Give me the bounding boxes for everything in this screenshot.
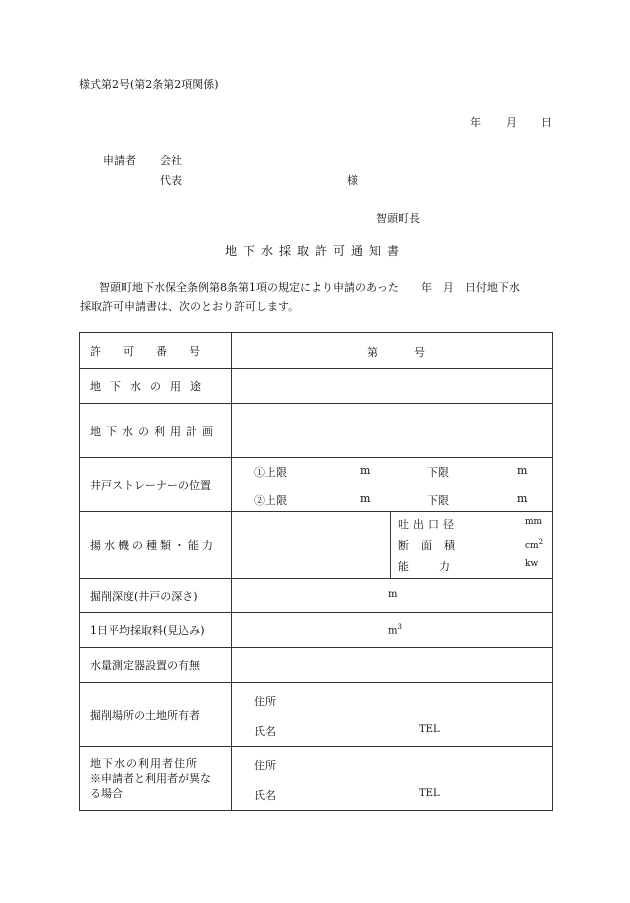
- date-month: 月: [506, 116, 517, 129]
- user-value: [232, 747, 552, 810]
- row-plan: [80, 403, 552, 457]
- document-title: 地下水採取許可通知書: [224, 244, 405, 258]
- pump-power-label: 能力: [398, 560, 480, 573]
- user-label-line-1: 地下水の利用者住所: [90, 757, 198, 770]
- row-strainer: [80, 457, 552, 511]
- company-label: 会社: [160, 154, 182, 167]
- permit-go: 号: [414, 346, 425, 359]
- permit-table: [79, 332, 553, 811]
- representative-label: 代表: [160, 174, 182, 187]
- row-pump: [80, 511, 552, 578]
- row-permit-number: [80, 333, 552, 368]
- strainer-upper-1-unit: m: [360, 464, 371, 477]
- body-text: [80, 278, 558, 316]
- pump-outlet-label: 吐出口径: [398, 518, 458, 531]
- strainer-label: 井戸ストレーナーの位置: [80, 458, 232, 511]
- applicant-label: 申請者: [103, 154, 136, 167]
- pump-area-unit: $cm^2$: [525, 538, 544, 551]
- user-name-label: 氏名: [254, 789, 276, 802]
- strainer-upper-2-unit: m: [360, 492, 371, 505]
- use-label: 地下水の用途: [80, 369, 232, 403]
- permit-dai: 第: [367, 346, 378, 359]
- pump-area-label: 断面積: [398, 539, 467, 552]
- permit-number-label: 許可番号: [80, 333, 232, 368]
- row-use: [80, 368, 552, 403]
- strainer-upper-1: ①上限: [254, 466, 287, 479]
- row-daily: [80, 612, 552, 647]
- strainer-lower-2: 下限: [427, 494, 449, 507]
- strainer-lower-2-unit: m: [517, 492, 528, 505]
- strainer-value: [232, 458, 552, 511]
- pump-label: 揚水機の種類・能力: [80, 512, 232, 578]
- row-meter: [80, 647, 552, 682]
- owner-value: [232, 683, 552, 746]
- pump-value: [232, 512, 552, 578]
- meter-value: [232, 648, 552, 682]
- strainer-lower-1: 下限: [427, 466, 449, 479]
- strainer-lower-1-unit: m: [517, 464, 528, 477]
- user-label-line-2: ※申請者と利用者が異な: [90, 772, 211, 785]
- user-label: [80, 747, 232, 810]
- owner-label: 掘削場所の土地所有者: [80, 683, 232, 746]
- body-line-1: 智頭町地下水保全条例第8条第1項の規定により申請のあった 年 月 日付地下水: [99, 281, 520, 294]
- owner-tel-label: TEL: [419, 724, 440, 735]
- plan-label: 地下水の利用計画: [80, 404, 232, 457]
- pump-divider: [390, 512, 391, 578]
- row-owner: [80, 682, 552, 746]
- issuer: 智頭町長: [376, 212, 420, 225]
- daily-label: 1日平均採取料(見込み): [80, 613, 232, 647]
- use-value: [232, 369, 552, 403]
- honorific: 様: [347, 174, 358, 187]
- form-number: 様式第2号(第2条第2項関係): [79, 78, 219, 91]
- depth-value: [232, 579, 552, 612]
- daily-unit: $m^3$: [388, 623, 402, 637]
- permit-number-value: [232, 333, 552, 368]
- user-address-label: 住所: [254, 759, 276, 772]
- pump-outlet-unit: mm: [525, 517, 543, 527]
- strainer-upper-2: ②上限: [254, 494, 287, 507]
- row-depth: [80, 578, 552, 612]
- daily-value: [232, 613, 552, 647]
- depth-unit: m: [388, 589, 398, 600]
- plan-value: [232, 404, 552, 457]
- meter-label: 水量測定器設置の有無: [80, 648, 232, 682]
- date-year: 年: [470, 116, 481, 129]
- owner-name-label: 氏名: [254, 725, 276, 738]
- date-day: 日: [541, 116, 552, 129]
- user-label-line-3: る場合: [90, 787, 123, 800]
- body-line-2: 採取許可申請書は、次のとおり許可します。: [80, 300, 300, 313]
- row-user: [80, 746, 552, 810]
- depth-label: 掘削深度(井戸の深さ): [80, 579, 232, 612]
- user-tel-label: TEL: [419, 788, 440, 799]
- owner-address-label: 住所: [254, 695, 276, 708]
- pump-power-unit: kw: [525, 559, 539, 569]
